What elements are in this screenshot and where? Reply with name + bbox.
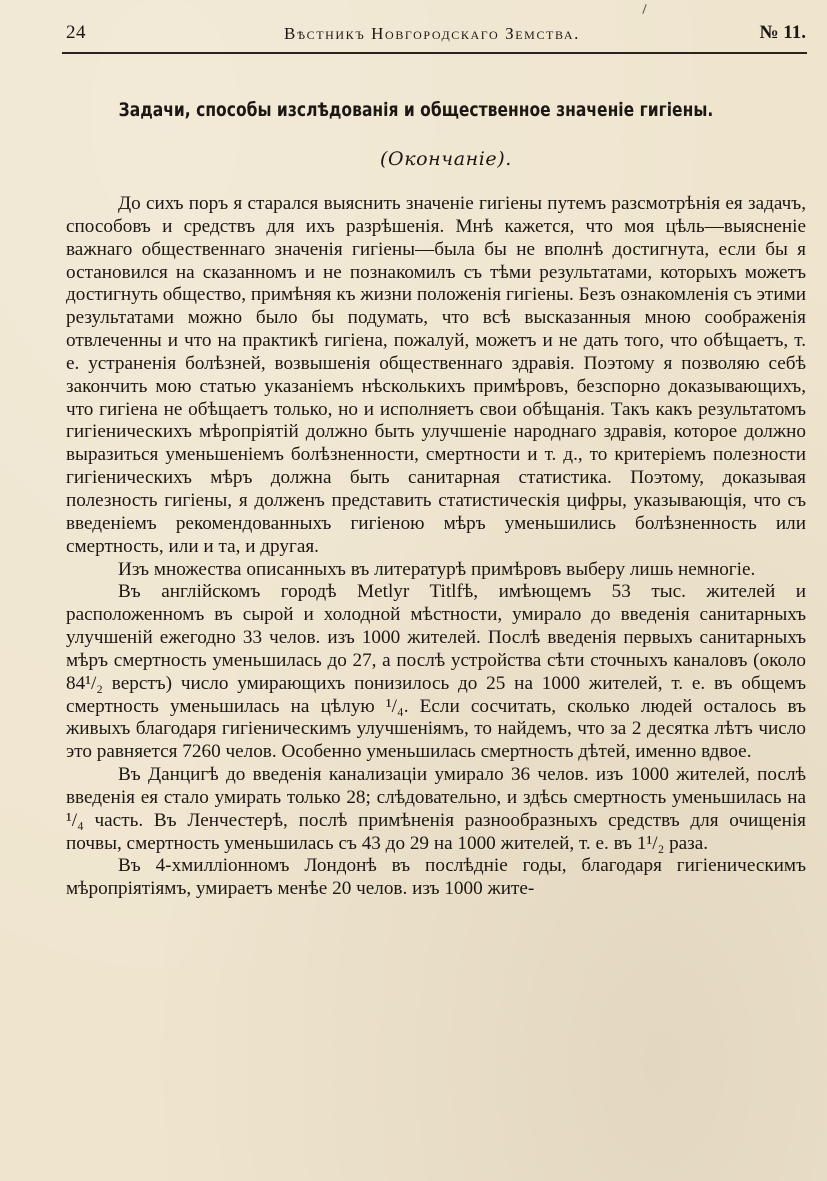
article-body xyxy=(66,193,806,901)
paragraph: Въ 4-хмилліонномъ Лондонѣ въ послѣдніе годы, благодаря гигіеническимъ мѣропріятіямъ, умираетъ менѣе 20 челов. изъ 1000 жите- xyxy=(66,855,806,900)
page-number: 24 xyxy=(66,22,86,43)
journal-title: Вѣстникъ Новгородскаго Земства. xyxy=(284,24,580,43)
header-rule xyxy=(62,52,807,54)
paragraph: Изъ множества описанныхъ въ литературѣ примѣровъ выберу лишь немногіе. xyxy=(118,558,756,580)
stray-mark xyxy=(642,4,646,14)
paragraph: До сихъ поръ я старался выяснить значеніе гигіены путемъ разсмотрѣнія ея задачъ, способовъ и средствъ для ихъ разрѣшенія. Мнѣ кажется, что моя цѣль—выясненіе важнаго общественнаго значенія гигіены—была бы не вполнѣ достигнута, если бы я остановился на сказанномъ и не познакомилъ съ тѣми результатами, которыхъ можетъ достигнуть общество, примѣняя къ жизни положенія гигіены. Безъ ознакомленія съ этими результатами можно было бы подумать, что всѣ высказанныя мною соображенія отвлеченны и что на практикѣ гигіена, пожалуй, можетъ и не дать того, что обѣщаетъ, т. е. устраненія болѣзней, возвышенія общественнаго здравія. Поэтому я позволяю себѣ закончить мою статью указаніемъ нѣсколькихъ примѣровъ, безспорно доказывающихъ, что гигіена не обѣщаетъ только, но и исполняетъ свои обѣщанія. Такъ какъ результатомъ гигіеническихъ мѣропріятій должно быть улучшеніе народнаго здравія, которое должно выразиться уменьшеніемъ болѣзненности, смертности и т. д., то критеріемъ полезности гигіеническихъ мѣръ должна быть санитарная статистика. Поэтому, доказывая полезность гигіены, я долженъ представить статистическія цифры, указывающія, что съ введеніемъ рекомендованныхъ гигіеною мѣръ уменьшились болѣзненность или смертность, или и та, и другая. xyxy=(66,193,806,557)
running-header xyxy=(66,22,806,52)
article-subtitle: (Окончаніе). xyxy=(380,148,512,170)
issue-number: № 11. xyxy=(759,22,806,43)
article-title: Задачи, способы изслѣдованія и общественное значеніе гигіены. xyxy=(118,100,714,121)
paragraph: Въ англійскомъ городѣ Metlyr Titlfѣ, имѣющемъ 53 тыс. жителей и расположенномъ въ сырой и холодной мѣстности, умирало до введенія санитарныхъ улучшеній ежегодно 33 челов. изъ 1000 жителей. Послѣ введенія первыхъ санитарныхъ мѣръ смертность уменьшилась до 27, а послѣ устройства сѣти сточныхъ каналовъ (около 84¹/₂ верстъ) число умирающихъ понизилось до 25 на 1000 жителей, т. е. въ общемъ смертность уменьшилась на цѣлую ¹/₄. Если сосчитать, сколько людей осталось въ живыхъ благодаря гигіеническимъ улучшеніямъ, то найдемъ, что за 2 десятка лѣтъ число это равняется 7260 челов. Особенно уменьшилась смертность дѣтей, именно вдвое. xyxy=(66,581,806,763)
paragraph: Въ Данцигѣ до введенія канализаціи умирало 36 челов. изъ 1000 жителей, послѣ введенія ея стало умирать только 28; слѣдовательно, и здѣсь смертность уменьшилась на ¹/₄ часть. Въ Ленчестерѣ, послѣ примѣненія разнообразныхъ средствъ для очищенія почвы, смертность уменьшилась съ 43 до 29 на 1000 жителей, т. е. въ 1¹/₂ раза. xyxy=(66,764,806,854)
